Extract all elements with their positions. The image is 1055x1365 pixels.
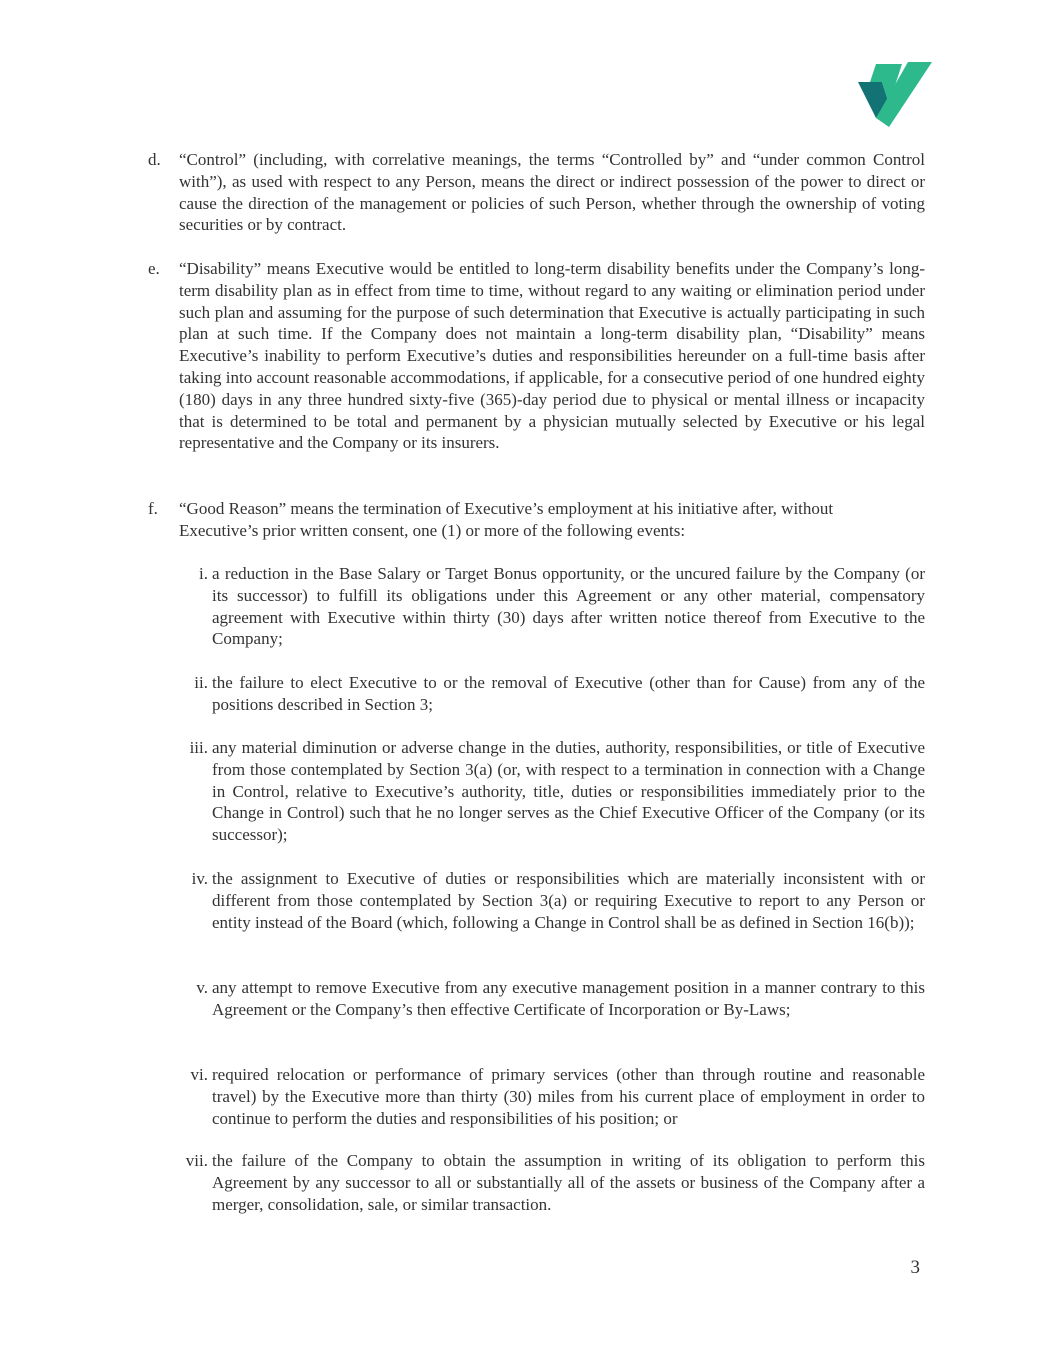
event-text: the failure of the Company to obtain the assumption in writing of its obligation to perform this Agreement by any successor to all or substantially all of the assets or business of the Company after a merger, consolidation, sale, or similar transaction. [212,1151,925,1214]
definition-marker: d. [148,150,161,169]
event-text: any attempt to remove Executive from any executive management position in a manner contrary to this Agreement or the Company’s then effective Certificate of Incorporation or By-Laws; [212,978,925,1019]
company-logo-icon [855,60,933,128]
good-reason-event-vi [190,1064,925,1129]
event-marker: ii. [194,673,208,692]
event-marker: iii. [189,738,208,757]
event-marker: v. [196,978,208,997]
event-text: the assignment to Executive of duties or responsibilities which are materially inconsistent with or different from those contemplated by Section 3(a) or requiring Executive to report to any Person or entity instead of the Board (which, following a Change in Control shall be as defined in Section 16(b)); [212,869,925,932]
page-number: 3 [910,1257,920,1278]
event-text: required relocation or performance of primary services (other than through routine and reasonable travel) by the Executive more than thirty (30) miles from his current place of employment in order to continue to perform the duties and responsibilities of his position; or [212,1065,925,1128]
definition-item-disability [148,258,925,454]
good-reason-event-i [199,563,925,650]
definition-marker: f. [148,499,158,518]
good-reason-event-vii [185,1150,925,1215]
event-marker: i. [199,564,208,583]
definition-text: “Good Reason” means the termination of Executive’s employment at his initiative after, without Executive’s prior written consent, one (1) or more of the following events: [179,499,834,540]
good-reason-event-v [196,977,925,1021]
event-marker: vi. [190,1065,208,1084]
event-marker: vii. [185,1151,208,1170]
definition-text: “Control” (including, with correlative meanings, the terms “Controlled by” and “under common Control with”), as used with respect to any Person, means the direct or indirect possession of the power to direct or cause the direction of the management or policies of such Person, whether through the ownership of voting securities or by contract. [179,150,925,235]
event-text: the failure to elect Executive to or the removal of Executive (other than for Cause) from any of the positions described in Section 3; [212,673,925,714]
good-reason-event-iv [191,868,925,933]
definition-item-control [148,149,925,236]
definition-marker: e. [148,259,160,278]
definition-item-good-reason [148,498,925,542]
good-reason-event-ii [194,672,925,716]
event-text: any material diminution or adverse change in the duties, authority, responsibilities, or title of Executive from those contemplated by Section 3(a) (or, with respect to a termination in connection with a Change in Control, relative to Executive’s authority, title, duties or responsibilities immediately prior to the Change in Control) such that he no longer serves as the Chief Executive Officer of the Company (or its successor); [212,738,925,845]
definition-text: “Disability” means Executive would be entitled to long-term disability benefits under the Company’s long-term disability plan as in effect from time to time, without regard to any waiting or elimination period under such plan and assuming for the purpose of such determination that Executive is actually participating in such plan at such time. If the Company does not maintain a long-term disability plan, “Disability” means Executive’s inability to perform Executive’s duties and responsibilities hereunder on a full-time basis after taking into account reasonable accommodations, if applicable, for a consecutive period of one hundred eighty (180) days in any three hundred sixty-five (365)-day period due to physical or mental illness or incapacity that is determined to be total and permanent by a physician mutually selected by Executive or his legal representative and the Company or its insurers. [179,259,925,453]
event-text: a reduction in the Base Salary or Target Bonus opportunity, or the uncured failure by the Company (or its successor) to fulfill its obligations under this Agreement or any other material, compensatory agreement with Executive within thirty (30) days after written notice thereof from Executive to the Company; [212,564,925,649]
event-marker: iv. [191,869,208,888]
good-reason-event-iii [189,737,925,846]
